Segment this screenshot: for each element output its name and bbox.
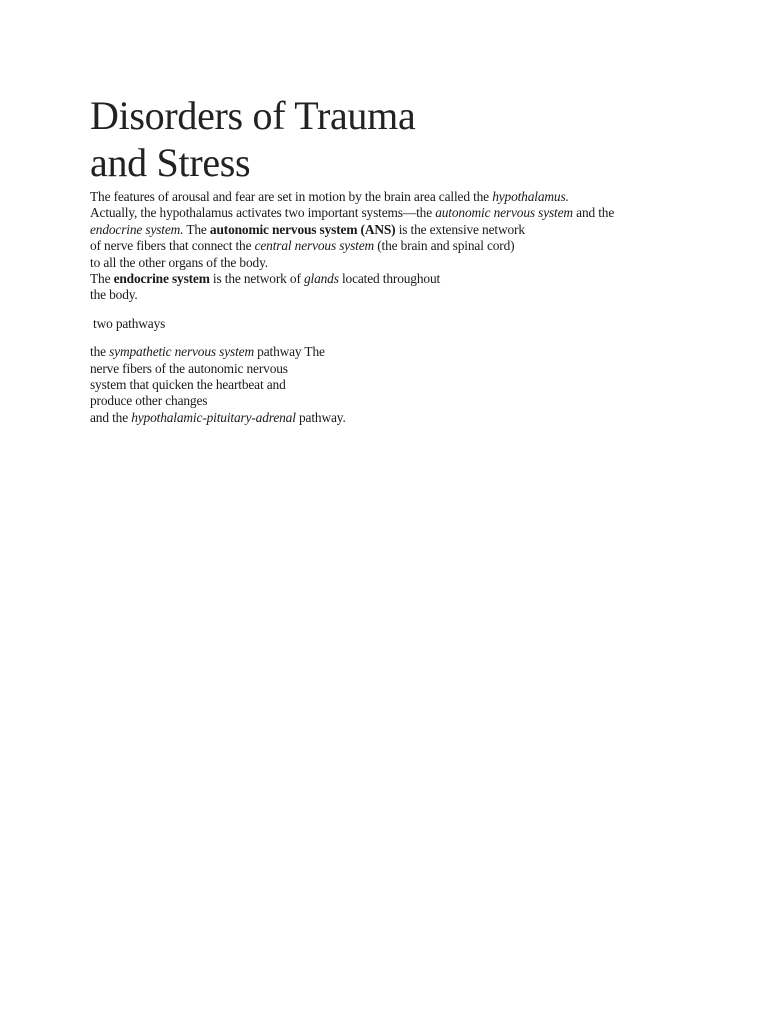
text-run: (the brain and spinal cord) (374, 238, 515, 254)
paragraph-line (90, 222, 710, 238)
paragraph-line: nerve fibers of the autonomic nervous (90, 360, 288, 376)
term-autonomic-nervous-system: autonomic nervous system (435, 205, 573, 221)
term-central-nervous-system: central nervous system (254, 238, 375, 254)
text-run: pathway The (253, 344, 325, 360)
term-hypothalamus: hypothalamus. (492, 189, 569, 204)
text-run: the (90, 344, 110, 360)
text-run: pathway. (295, 409, 346, 425)
paragraph-line (90, 271, 710, 287)
text-run: The (90, 271, 114, 287)
text-run: The (183, 221, 210, 237)
text-run: is the network of (209, 271, 304, 287)
document-page (90, 92, 710, 426)
title-line-2: and Stress (90, 140, 251, 185)
text-run: and the (90, 409, 132, 425)
section-subheading: two pathways (93, 315, 166, 331)
term-ans-bold: autonomic nervous system (ANS) (209, 221, 396, 237)
text-run: of nerve fibers that connect the (90, 238, 255, 254)
text-run: is the extensive network (395, 221, 525, 237)
paragraph-line (90, 410, 710, 426)
paragraph-line (90, 344, 710, 360)
paragraph-line (90, 189, 710, 205)
term-endocrine-system: endocrine system. (90, 221, 184, 237)
term-hpa-pathway: hypothalamic-pituitary-adrenal (131, 409, 296, 425)
term-sympathetic-nervous-system: sympathetic nervous system (109, 344, 254, 360)
paragraph-line: to all the other organs of the body. (90, 254, 268, 270)
text-run: located throughout (338, 271, 441, 287)
intro-paragraph (90, 189, 710, 304)
paragraph-line: the body. (90, 287, 138, 303)
paragraph-line: system that quicken the heartbeat and (90, 377, 286, 393)
term-glands: glands (303, 271, 339, 287)
pathways-paragraph (90, 344, 710, 426)
text-run: Actually, the hypothalamus activates two important systems—the (90, 205, 436, 221)
text-run: The features of arousal and fear are set in motion by the brain area called the (90, 189, 493, 204)
paragraph-line (90, 205, 710, 221)
title-line-1: Disorders of Trauma (90, 93, 416, 138)
term-endocrine-system-bold: endocrine system (113, 271, 210, 287)
paragraph-line: produce other changes (90, 393, 208, 409)
paragraph-line (90, 238, 710, 254)
page-title (90, 92, 710, 186)
text-run: and the (572, 205, 615, 221)
